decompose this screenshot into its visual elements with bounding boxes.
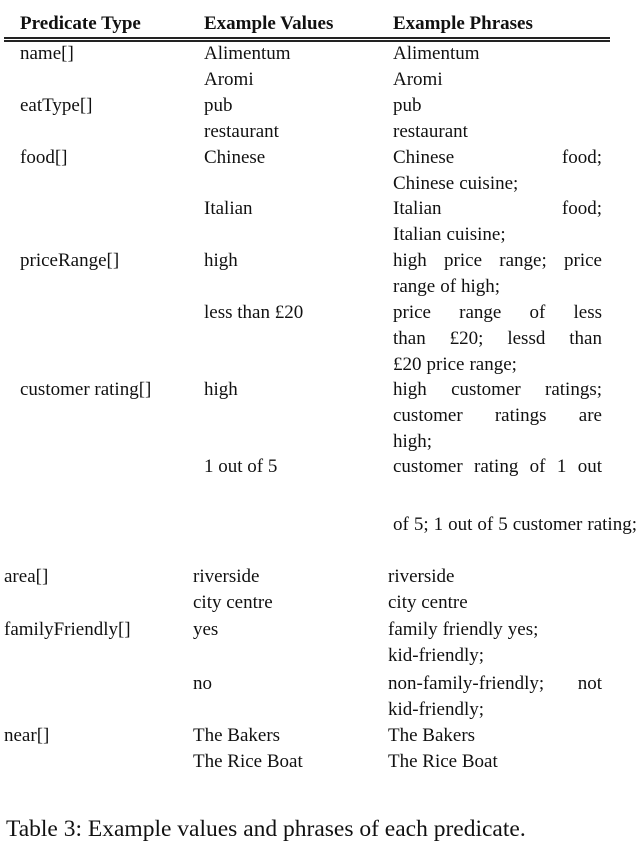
predicate-area: area[] [4, 566, 49, 587]
value-cell: Alimentum [204, 43, 291, 64]
phrase-word: Italian [393, 198, 442, 219]
phrase-word: price [444, 250, 483, 271]
phrase-word: Chinese [393, 173, 455, 194]
phrase-word: customer [393, 405, 463, 426]
phrase-cell [393, 145, 602, 197]
phrase-line [393, 196, 602, 222]
phrase-line [393, 248, 602, 274]
phrase-word: kid-friendly; [388, 645, 485, 666]
phrase-word: customer [393, 456, 463, 477]
phrase-line [388, 617, 602, 643]
table-caption: Table 3: Example values and phrases of each predicate. [6, 816, 526, 842]
header-rule-bottom [4, 40, 610, 42]
phrase-word: of [440, 276, 457, 297]
phrase-word: lessd [507, 328, 546, 349]
phrase-cell [393, 196, 602, 248]
phrase-word: of [477, 514, 494, 535]
phrase-word: of [529, 302, 546, 323]
phrase-word: rating [474, 456, 519, 477]
value-cell: city centre [193, 592, 273, 613]
value-cell: restaurant [204, 121, 279, 142]
predicate-food: food[] [20, 147, 68, 168]
phrase-word: out [448, 514, 473, 535]
value-cell: pub [204, 95, 233, 116]
phrase-word: £20; [449, 328, 484, 349]
phrase-word: ratings; [545, 379, 602, 400]
phrase-line [393, 512, 637, 538]
phrase-word: cuisine; [446, 224, 506, 245]
phrase-cell [393, 300, 602, 378]
predicate-eattype: eatType[] [20, 95, 93, 116]
phrase-cell [388, 671, 602, 723]
header-example-values: Example Values [204, 13, 334, 34]
value-cell: Italian [204, 198, 253, 219]
phrase-line [393, 429, 602, 455]
value-cell: The Rice Boat [193, 751, 303, 772]
phrase-word: high [393, 379, 427, 400]
value-cell: yes [193, 619, 219, 640]
phrase-word: friendly [442, 619, 503, 640]
phrase-word: rating; [587, 514, 637, 535]
phrase-word: cuisine; [459, 173, 519, 194]
phrase-line [393, 326, 602, 352]
phrase-word: of [393, 514, 409, 535]
phrase-word: Italian [393, 224, 442, 245]
phrase-word: than [569, 328, 602, 349]
phrase-word: family [388, 619, 438, 640]
phrase-line [388, 671, 602, 697]
phrase-line [388, 643, 602, 669]
phrase-cell [388, 617, 602, 669]
phrase-word: customer [512, 514, 583, 535]
value-cell: Chinese [204, 147, 266, 168]
value-cell: The Bakers [193, 725, 281, 746]
phrase-line [393, 377, 602, 403]
phrase-word: less [573, 302, 602, 323]
phrase-word: than [393, 328, 426, 349]
phrase-cell: riverside [388, 566, 455, 587]
phrase-word: 5; [413, 514, 429, 535]
phrase-line [388, 697, 602, 723]
phrase-cell [393, 248, 602, 300]
phrase-word: not [577, 673, 602, 694]
header-example-phrases: Example Phrases [393, 13, 533, 34]
phrase-line [393, 145, 602, 171]
phrase-cell: city centre [388, 592, 468, 613]
phrase-word: high [393, 250, 427, 271]
phrase-cell: Alimentum [393, 43, 480, 64]
predicate-name: name[] [20, 43, 74, 64]
phrase-word: ratings [494, 405, 547, 426]
value-cell: less than £20 [204, 302, 304, 323]
phrase-line [393, 454, 602, 480]
phrase-word: out [577, 456, 602, 477]
phrase-word: non-family-friendly; [388, 673, 545, 694]
phrase-line [393, 222, 602, 248]
predicate-near: near[] [4, 725, 50, 746]
phrase-line [393, 403, 602, 429]
phrase-word: 1 [433, 514, 444, 535]
header-predicate-type: Predicate Type [20, 13, 141, 34]
value-cell: no [193, 673, 212, 694]
phrase-cell: The Rice Boat [388, 751, 498, 772]
phrase-word: food; [561, 198, 602, 219]
phrase-cell: The Bakers [388, 725, 476, 746]
phrase-word: range [459, 302, 502, 323]
phrase-word: price [426, 354, 465, 375]
phrase-line [393, 171, 602, 197]
phrase-word: 5 [498, 514, 508, 535]
phrase-word: price [393, 302, 431, 323]
phrase-line [393, 352, 602, 378]
phrase-word: £20 [393, 354, 422, 375]
phrase-word: range [393, 276, 436, 297]
phrase-word: kid-friendly; [388, 699, 485, 720]
value-cell: Aromi [204, 69, 254, 90]
phrase-word: food; [561, 147, 602, 168]
value-cell: high [204, 379, 238, 400]
value-cell: 1 out of 5 [204, 456, 278, 477]
phrase-line [393, 274, 602, 300]
phrase-word: range; [499, 250, 547, 271]
phrase-cell: pub [393, 95, 422, 116]
phrase-line [393, 300, 602, 326]
phrase-word: high; [461, 276, 501, 297]
phrase-word: customer [451, 379, 521, 400]
phrase-cell [393, 377, 602, 455]
predicate-pricerange: priceRange[] [20, 250, 120, 271]
phrase-cell: restaurant [393, 121, 468, 142]
value-cell: high [204, 250, 238, 271]
phrase-word: price [564, 250, 602, 271]
value-cell: riverside [193, 566, 260, 587]
phrase-word: high; [393, 431, 433, 452]
phrase-word: Chinese [393, 147, 455, 168]
phrase-cell [393, 454, 637, 538]
phrase-word: of [529, 456, 546, 477]
predicate-customer-rating: customer rating[] [20, 379, 152, 400]
phrase-word: are [578, 405, 602, 426]
phrase-word: 1 [556, 456, 567, 477]
phrase-word: yes; [507, 619, 539, 640]
phrase-word: range; [469, 354, 517, 375]
phrase-cell: Aromi [393, 69, 443, 90]
predicate-familyfriendly: familyFriendly[] [4, 619, 131, 640]
header-rule-top [4, 37, 610, 39]
